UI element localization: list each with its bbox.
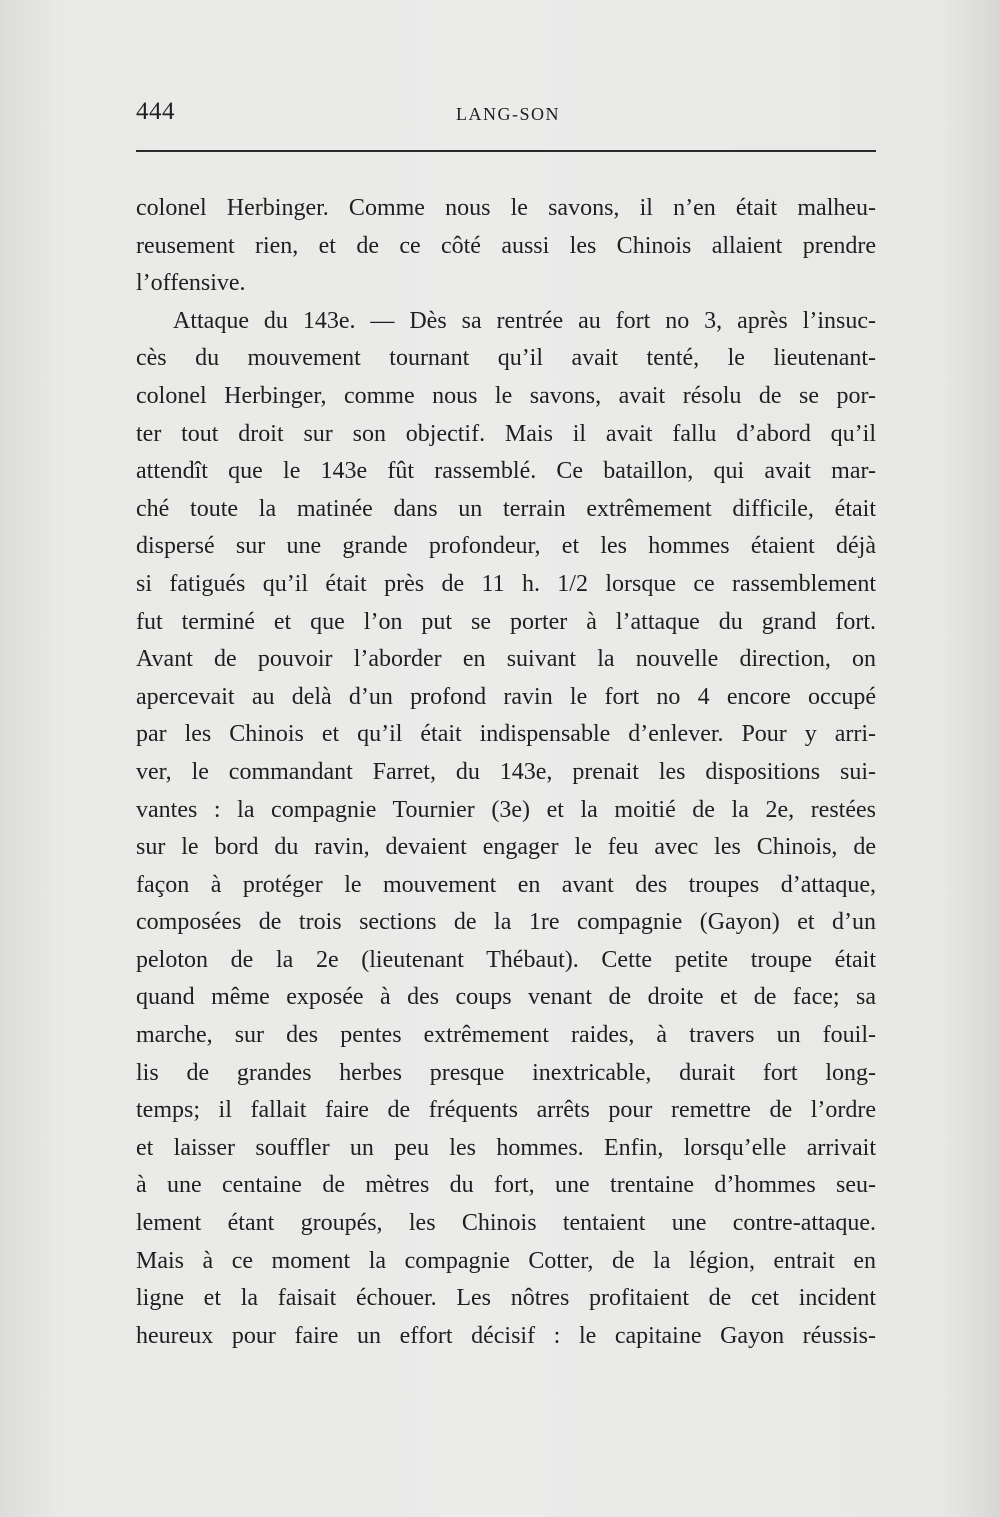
text-line: attendît que le 143e fût rassemblé. Ce bataillon, qui avait mar-: [136, 458, 876, 485]
text-line: peloton de la 2e (lieutenant Thébaut). Cette petite troupe était: [136, 946, 876, 973]
text-line: dispersé sur une grande profondeur, et les hommes étaient déjà: [136, 533, 876, 560]
text-line: et laisser souffler un peu les hommes. Enfin, lorsqu’elle arrivait: [136, 1134, 876, 1161]
text-line: lement étant groupés, les Chinois tentaient une contre-attaque.: [136, 1210, 876, 1237]
text-line: si fatigués qu’il était près de 11 h. 1/2 lorsque ce rassemblement: [136, 570, 876, 597]
text-line: par les Chinois et qu’il était indispensable d’enlever. Pour y arri-: [136, 721, 876, 748]
page-header: [136, 98, 876, 138]
text-line: vantes : la compagnie Tournier (3e) et la moitié de la 2e, restées: [136, 796, 876, 823]
text-line: marche, sur des pentes extrêmement raides, à travers un fouil-: [136, 1022, 876, 1049]
text-line: temps; il fallait faire de fréquents arrêts pour remettre de l’ordre: [136, 1097, 876, 1124]
text-line: quand même exposée à des coups venant de droite et de face; sa: [136, 984, 876, 1011]
text-line: cès du mouvement tournant qu’il avait tenté, le lieutenant-: [136, 345, 876, 372]
text-line: à une centaine de mètres du fort, une trentaine d’hommes seu-: [136, 1172, 876, 1199]
header-rule: [136, 150, 876, 152]
text-line: ligne et la faisait échouer. Les nôtres profitaient de cet incident: [136, 1285, 876, 1312]
text-line: colonel Herbinger, comme nous le savons, avait résolu de se por-: [136, 382, 876, 409]
text-line: Mais à ce moment la compagnie Cotter, de la légion, entrait en: [136, 1247, 876, 1274]
text-line: lis de grandes herbes presque inextricable, durait fort long-: [136, 1059, 876, 1086]
text-line: reusement rien, et de ce côté aussi les Chinois allaient prendre: [136, 232, 876, 259]
text-line: Avant de pouvoir l’aborder en suivant la nouvelle direction, on: [136, 646, 876, 673]
text-line: fut terminé et que l’on put se porter à l’attaque du grand fort.: [136, 608, 876, 635]
text-line: façon à protéger le mouvement en avant des troupes d’attaque,: [136, 871, 876, 898]
text-line: ver, le commandant Farret, du 143e, prenait les dispositions sui-: [136, 758, 876, 785]
running-head: LANG-SON: [456, 104, 560, 124]
text-line: l’offensive.: [136, 270, 246, 297]
text-line: composées de trois sections de la 1re compagnie (Gayon) et d’un: [136, 909, 876, 936]
text-line: heureux pour faire un effort décisif : le capitaine Gayon réussis-: [136, 1322, 876, 1349]
text-line: sur le bord du ravin, devaient engager le feu avec les Chinois, de: [136, 834, 876, 861]
text-line: ter tout droit sur son objectif. Mais il avait fallu d’abord qu’il: [136, 420, 876, 447]
text-line: ché toute la matinée dans un terrain extrêmement difficile, était: [136, 495, 876, 522]
page-number: 444: [136, 98, 175, 125]
text-line: Attaque du 143e. — Dès sa rentrée au fort no 3, après l’insuc-: [173, 307, 876, 334]
body-text: [136, 190, 876, 1355]
text-line: colonel Herbinger. Comme nous le savons, il n’en était malheu-: [136, 195, 876, 221]
text-line: apercevait au delà d’un profond ravin le fort no 4 encore occupé: [136, 683, 876, 710]
